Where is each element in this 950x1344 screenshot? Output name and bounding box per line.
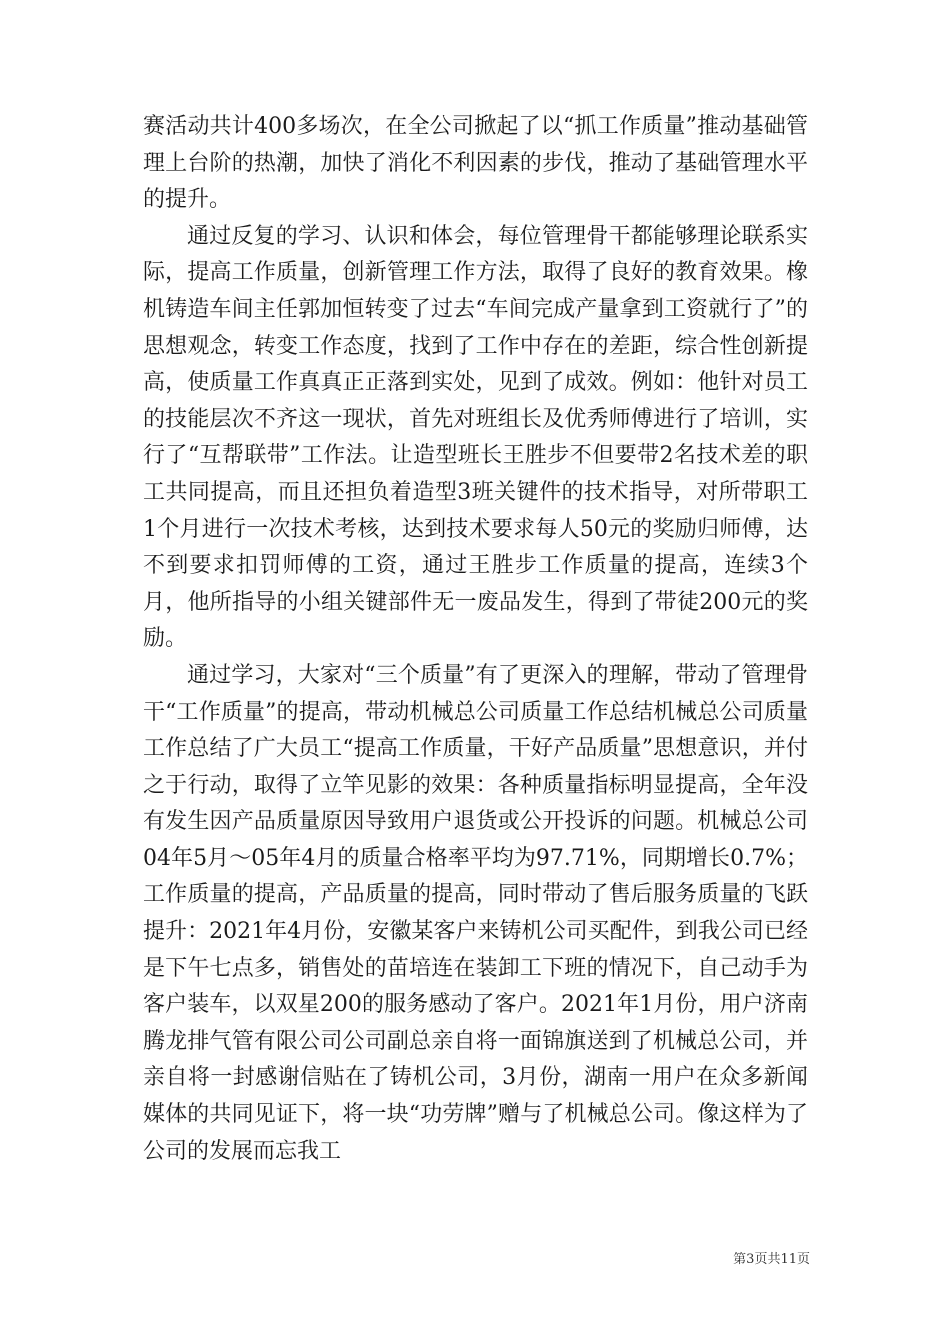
page-number-footer: 第3页共11页 [733,1252,810,1267]
paragraph-learning-effect: 通过反复的学习、认识和体会，每位管理骨干都能够理论联系实际，提高工作质量，创新管理工作方法，取得了良好的教育效果。橡机铸造车间主任郭加恒转变了过去“车间完成产量拿到工资就行了”的思想观念，转变工作态度，找到了工作中存在的差距，综合性创新提高，使质量工作真真正正落到实处，见到了成效。例如：他针对员工的技能层次不齐这一现状，首先对班组长及优秀师傅进行了培训，实行了“互帮联带”工作法。让造型班长王胜步不但要带2名技术差的职工共同提高，而且还担负着造型3班关键件的技术指导，对所带职工1个月进行一次技术考核，达到技术要求每人50元的奖励归师傅，达不到要求扣罚师傅的工资，通过王胜步工作质量的提高，连续3个月，他所指导的小组关键部件无一废品发生，得到了带徒200元的奖励。 [143,223,808,652]
paragraph-quality-results: 通过学习，大家对“三个质量”有了更深入的理解，带动了管理骨干“工作质量”的提高，带动机械总公司质量工作总结机械总公司质量工作总结了广大员工“提高工作质量，干好产品质量”思想意识，并付之于行动，取得了立竿见影的效果：各种质量指标明显提高，全年没有发生因产品质量原因导致用户退货或公开投诉的问题。机械总公司04年5月～05年4月的质量合格率平均为97.71%，同期增长0.7%；工作质量的提高，产品质量的提高，同时带动了售后服务质量的飞跃提升：2021年4月份，安徽某客户来铸机公司买配件，到我公司已经是下午七点多，销售处的苗培连在装卸工下班的情况下，自己动手为客户装车，以双星200的服务感动了客户。2021年1月份，用户济南腾龙排气管有限公司公司副总亲自将一面锦旗送到了机械总公司，并亲自将一封感谢信贴在了铸机公司，3月份，湖南一用户在众多新闻媒体的共同见证下，将一块“功劳牌”赠与了机械总公司。像这样为了公司的发展而忘我工 [143,662,808,1164]
body-text [143,109,808,1170]
paragraph-continued: 赛活动共计400多场次，在全公司掀起了以“抓工作质量”推动基础管理上台阶的热潮，加快了消化不利因素的步伐，推动了基础管理水平的提升。 [143,114,808,213]
